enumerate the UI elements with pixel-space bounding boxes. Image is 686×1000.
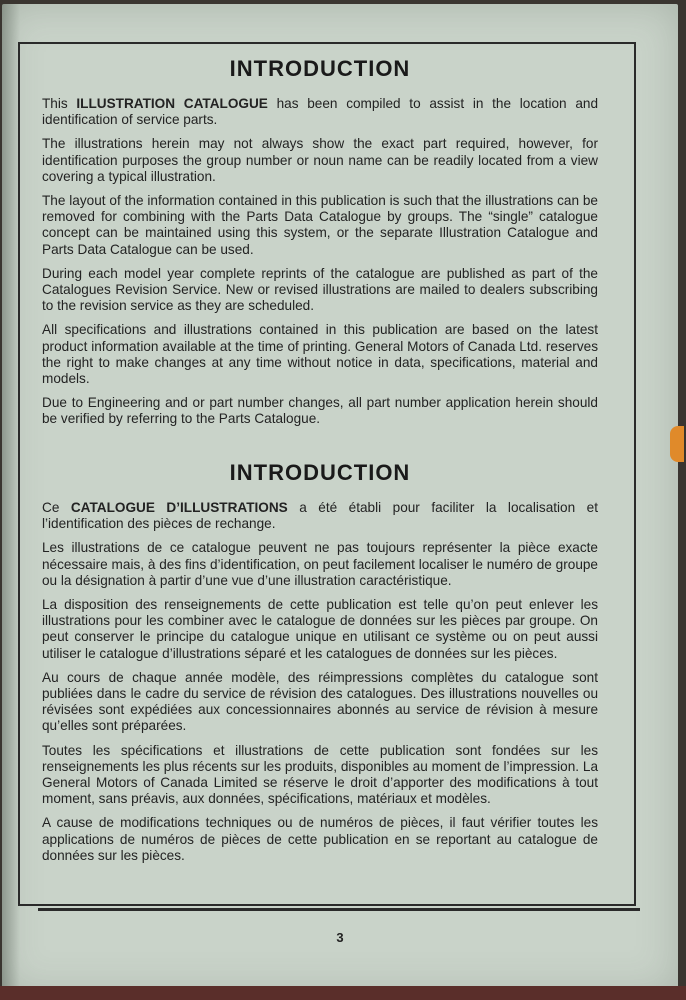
catalogue-name-bold: ILLUSTRATION CATALOGUE <box>76 96 268 111</box>
english-paragraph-1: This ILLUSTRATION CATALOGUE has been compiled to assist in the location and identification of service parts. <box>42 96 598 128</box>
english-paragraph-4: During each model year complete reprints of the catalogue are published as part of the Catalogues Revision Service. New or revised illustrations are mailed to dealers subscribing to the revision service as they are scheduled. <box>42 265 598 314</box>
english-heading: INTRODUCTION <box>229 56 411 81</box>
index-tab-marker <box>670 426 684 462</box>
english-paragraph-3: The layout of the information contained in this publication is such that the illustrations can be removed for combining with the Parts Data Catalogue by groups. The “single” catalogue concept can be maintained using this system, or the separate Illustration Catalogue and Parts Data Catalogue can be used. <box>42 193 598 257</box>
catalogue-page <box>2 4 678 994</box>
catalogue-name-bold-fr: CATALOGUE D’ILLUSTRATIONS <box>70 500 288 515</box>
french-paragraph-6: A cause de modifications techniques ou de numéros de pièces, il faut vérifier toutes les applications de numéros de pièces de cette publication en se reportant au catalogue de données sur les pièces. <box>42 815 598 863</box>
bottom-rule-line <box>38 908 640 911</box>
english-paragraph-2: The illustrations herein may not always show the exact part required, however, for identification purposes the group number or noun name can be readily located from a view covering a typical illustration. <box>42 136 598 184</box>
french-heading: INTRODUCTION <box>229 460 411 485</box>
page-number: 3 <box>336 930 344 945</box>
english-introduction <box>42 56 598 436</box>
french-paragraph-4: Au cours de chaque année modèle, des réimpressions complètes du catalogue sont publiées dans le cadre du service de révision des catalogues. Des illustrations nouvelles ou révisées sont expédiées aux concessionnaires abonnés au service de révision à mesure qu’elles sont préparées. <box>42 669 598 734</box>
french-paragraph-5: Toutes les spécifications et illustrations de cette publication sont fondées sur les renseignements les plus récents sur les produits, disponibles au moment de l’impression. La General Motors of Canada Limited se réserve le droit d’apporter des modifications à tout moment, sans préavis, aux données, spécifications, matériaux et modèles. <box>42 742 598 807</box>
french-introduction <box>42 460 598 872</box>
english-paragraph-5: All specifications and illustrations contained in this publication are based on the latest product information available at the time of printing. General Motors of Canada Ltd. reserves the right to make changes at any time without notice in data, specifications, material and models. <box>42 322 598 387</box>
french-paragraph-2: Les illustrations de ce catalogue peuvent ne pas toujours représenter la pièce exacte nécessaire mais, à des fins d’identification, on peut facilement localiser le numéro de groupe ou la désignation à partir d’une vue d’une illustration caractéristique. <box>42 540 598 588</box>
english-paragraph-6: Due to Engineering and or part number changes, all part number application herein should be verified by referring to the Parts Catalogue. <box>42 395 598 427</box>
french-paragraph-1: Ce CATALOGUE D’ILLUSTRATIONS a été établi pour faciliter la localisation et l’identification des pièces de rechange. <box>42 500 598 532</box>
french-paragraph-3: La disposition des renseignements de cette publication est telle qu’on peut enlever les illustrations pour les combiner avec le catalogue de données sur les pièces par groupe. On peut conserver le principe du catalogue unique en utilisant ce système ou on peut aussi utiliser le catalogue d’illustrations séparé et les catalogues de données sur les pièces. <box>42 597 598 661</box>
table-surface-edge <box>0 986 686 1000</box>
